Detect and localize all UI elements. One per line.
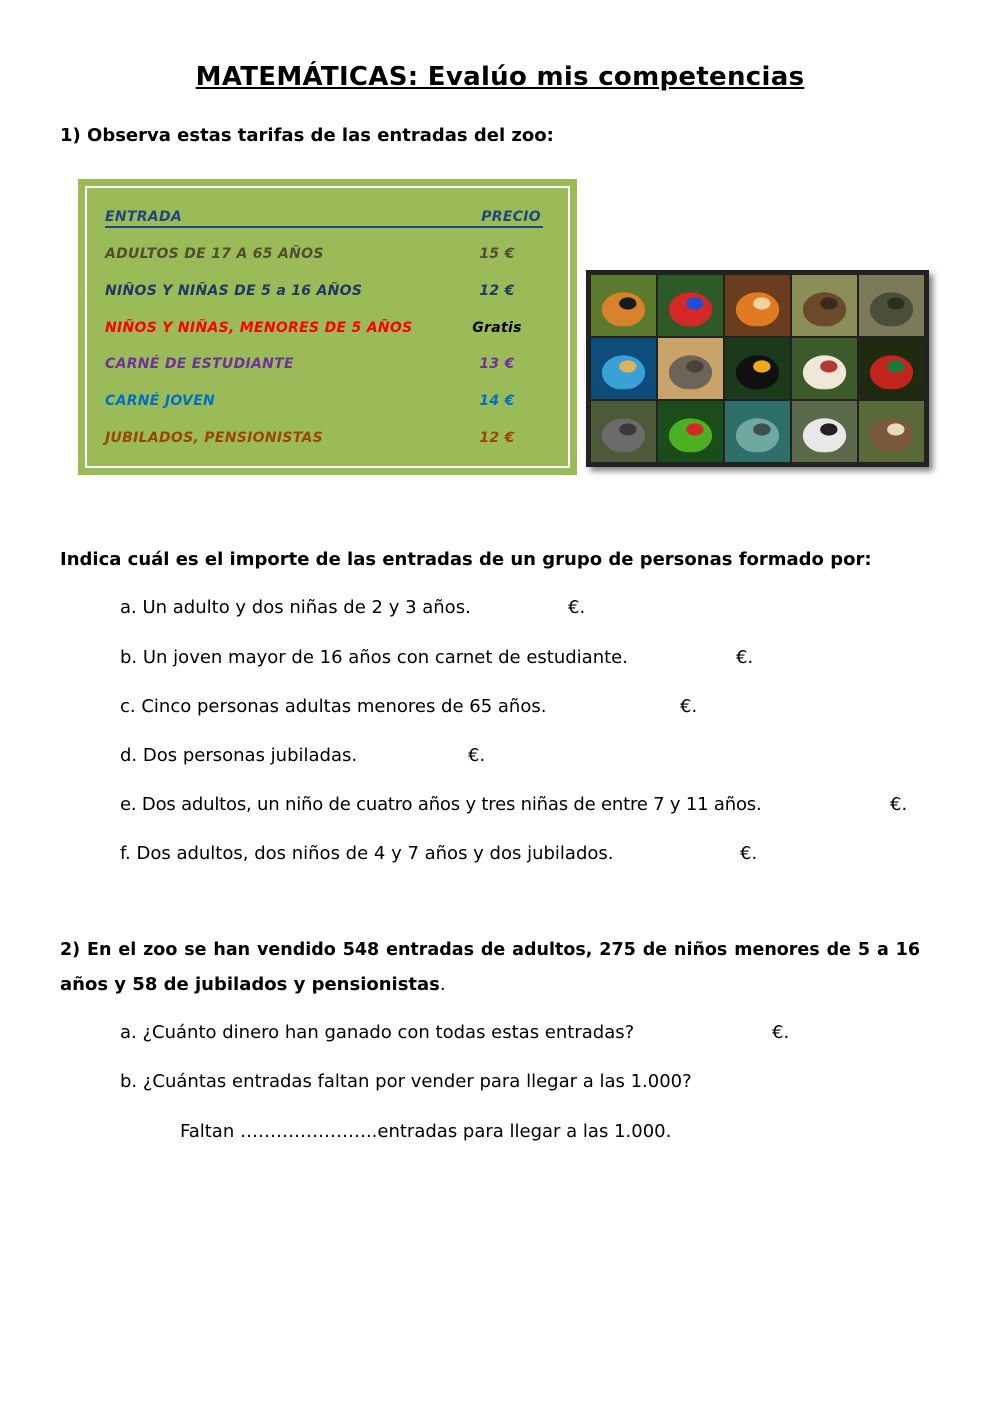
parrot-photo <box>658 275 723 336</box>
monkey-photo <box>725 275 790 336</box>
price-row-price: 13 € <box>479 356 515 372</box>
toucan-photo <box>725 338 790 399</box>
price-row-price: 15 € <box>479 246 515 262</box>
price-row-price: 12 € <box>479 283 515 299</box>
item-f: f. Dos adultos, dos niños de 4 y 7 años y dos jubilados. <box>120 843 614 864</box>
answer-line: Faltan …………………..entradas para llegar a las 1.000. <box>180 1121 672 1142</box>
manatee-photo <box>725 401 790 462</box>
instruction-text: Indica cuál es el importe de las entradas de un grupo de personas formado por: <box>60 549 872 570</box>
item-e-euro: €. <box>890 794 908 815</box>
price-row <box>105 430 541 452</box>
item-b: b. Un joven mayor de 16 años con carnet de estudiante. <box>120 647 628 668</box>
item-e: e. Dos adultos, un niño de cuatro años y tres niñas de entre 7 y 11 años. <box>120 794 762 815</box>
price-row-label: NIÑOS Y NIÑAS DE 5 a 16 AÑOS <box>105 283 363 299</box>
price-row-label: CARNÉ JOVEN <box>105 393 216 409</box>
item-a: a. Un adulto y dos niñas de 2 y 3 años. <box>120 597 471 618</box>
question-2-heading-line1: 2) En el zoo se han vendido 548 entradas de adultos, 275 de niños menores de 5 a 16 <box>60 940 920 960</box>
item-2a-euro: €. <box>772 1022 790 1043</box>
item-c-euro: €. <box>680 696 698 717</box>
chamois-photo <box>792 275 857 336</box>
orchid-photo <box>792 338 857 399</box>
item-b-euro: €. <box>736 647 754 668</box>
crocodile-photo <box>859 275 924 336</box>
question-2-heading-line2-text: años y 58 de jubilados y pensionistas <box>60 974 440 995</box>
price-row-label: CARNÉ DE ESTUDIANTE <box>105 356 294 372</box>
price-row <box>105 283 541 305</box>
price-row <box>105 246 541 268</box>
item-2b: b. ¿Cuántas entradas faltan por vender para llegar a las 1.000? <box>120 1071 692 1092</box>
page-title: MATEMÁTICAS: Evalúo mis competencias <box>195 62 805 92</box>
price-row <box>105 393 541 415</box>
hawk-photo <box>859 401 924 462</box>
question-1-heading: 1) Observa estas tarifas de las entradas del zoo: <box>60 125 554 146</box>
price-row-label: ADULTOS DE 17 A 65 AÑOS <box>105 246 324 262</box>
price-table <box>78 179 577 475</box>
item-d-euro: €. <box>468 745 486 766</box>
header-entrada: ENTRADA <box>105 209 183 225</box>
lemur-photo <box>792 401 857 462</box>
seahorse-photo <box>591 338 656 399</box>
item-d: d. Dos personas jubiladas. <box>120 745 358 766</box>
item-f-euro: €. <box>740 843 758 864</box>
header-precio: PRECIO <box>481 209 541 225</box>
price-row-price: Gratis <box>472 320 522 336</box>
elephant-photo <box>658 338 723 399</box>
price-row <box>105 356 541 378</box>
price-row-price: 14 € <box>479 393 515 409</box>
price-row <box>105 320 541 342</box>
rhino-photo <box>591 401 656 462</box>
item-2a: a. ¿Cuánto dinero han ganado con todas estas entradas? <box>120 1022 635 1043</box>
header-underline <box>105 226 543 228</box>
price-row-price: 12 € <box>479 430 515 446</box>
price-row-label: JUBILADOS, PENSIONISTAS <box>105 430 324 446</box>
question-2-heading-period: . <box>439 974 446 995</box>
item-a-euro: €. <box>568 597 586 618</box>
tiger-photo <box>591 275 656 336</box>
frog-photo <box>658 401 723 462</box>
question-2-heading-line2 <box>60 974 446 995</box>
price-row-label: NIÑOS Y NIÑAS, MENORES DE 5 AÑOS <box>105 320 413 336</box>
item-c: c. Cinco personas adultas menores de 65 años. <box>120 696 547 717</box>
animal-collage-image <box>586 270 929 467</box>
bird-of-paradise-photo <box>859 338 924 399</box>
